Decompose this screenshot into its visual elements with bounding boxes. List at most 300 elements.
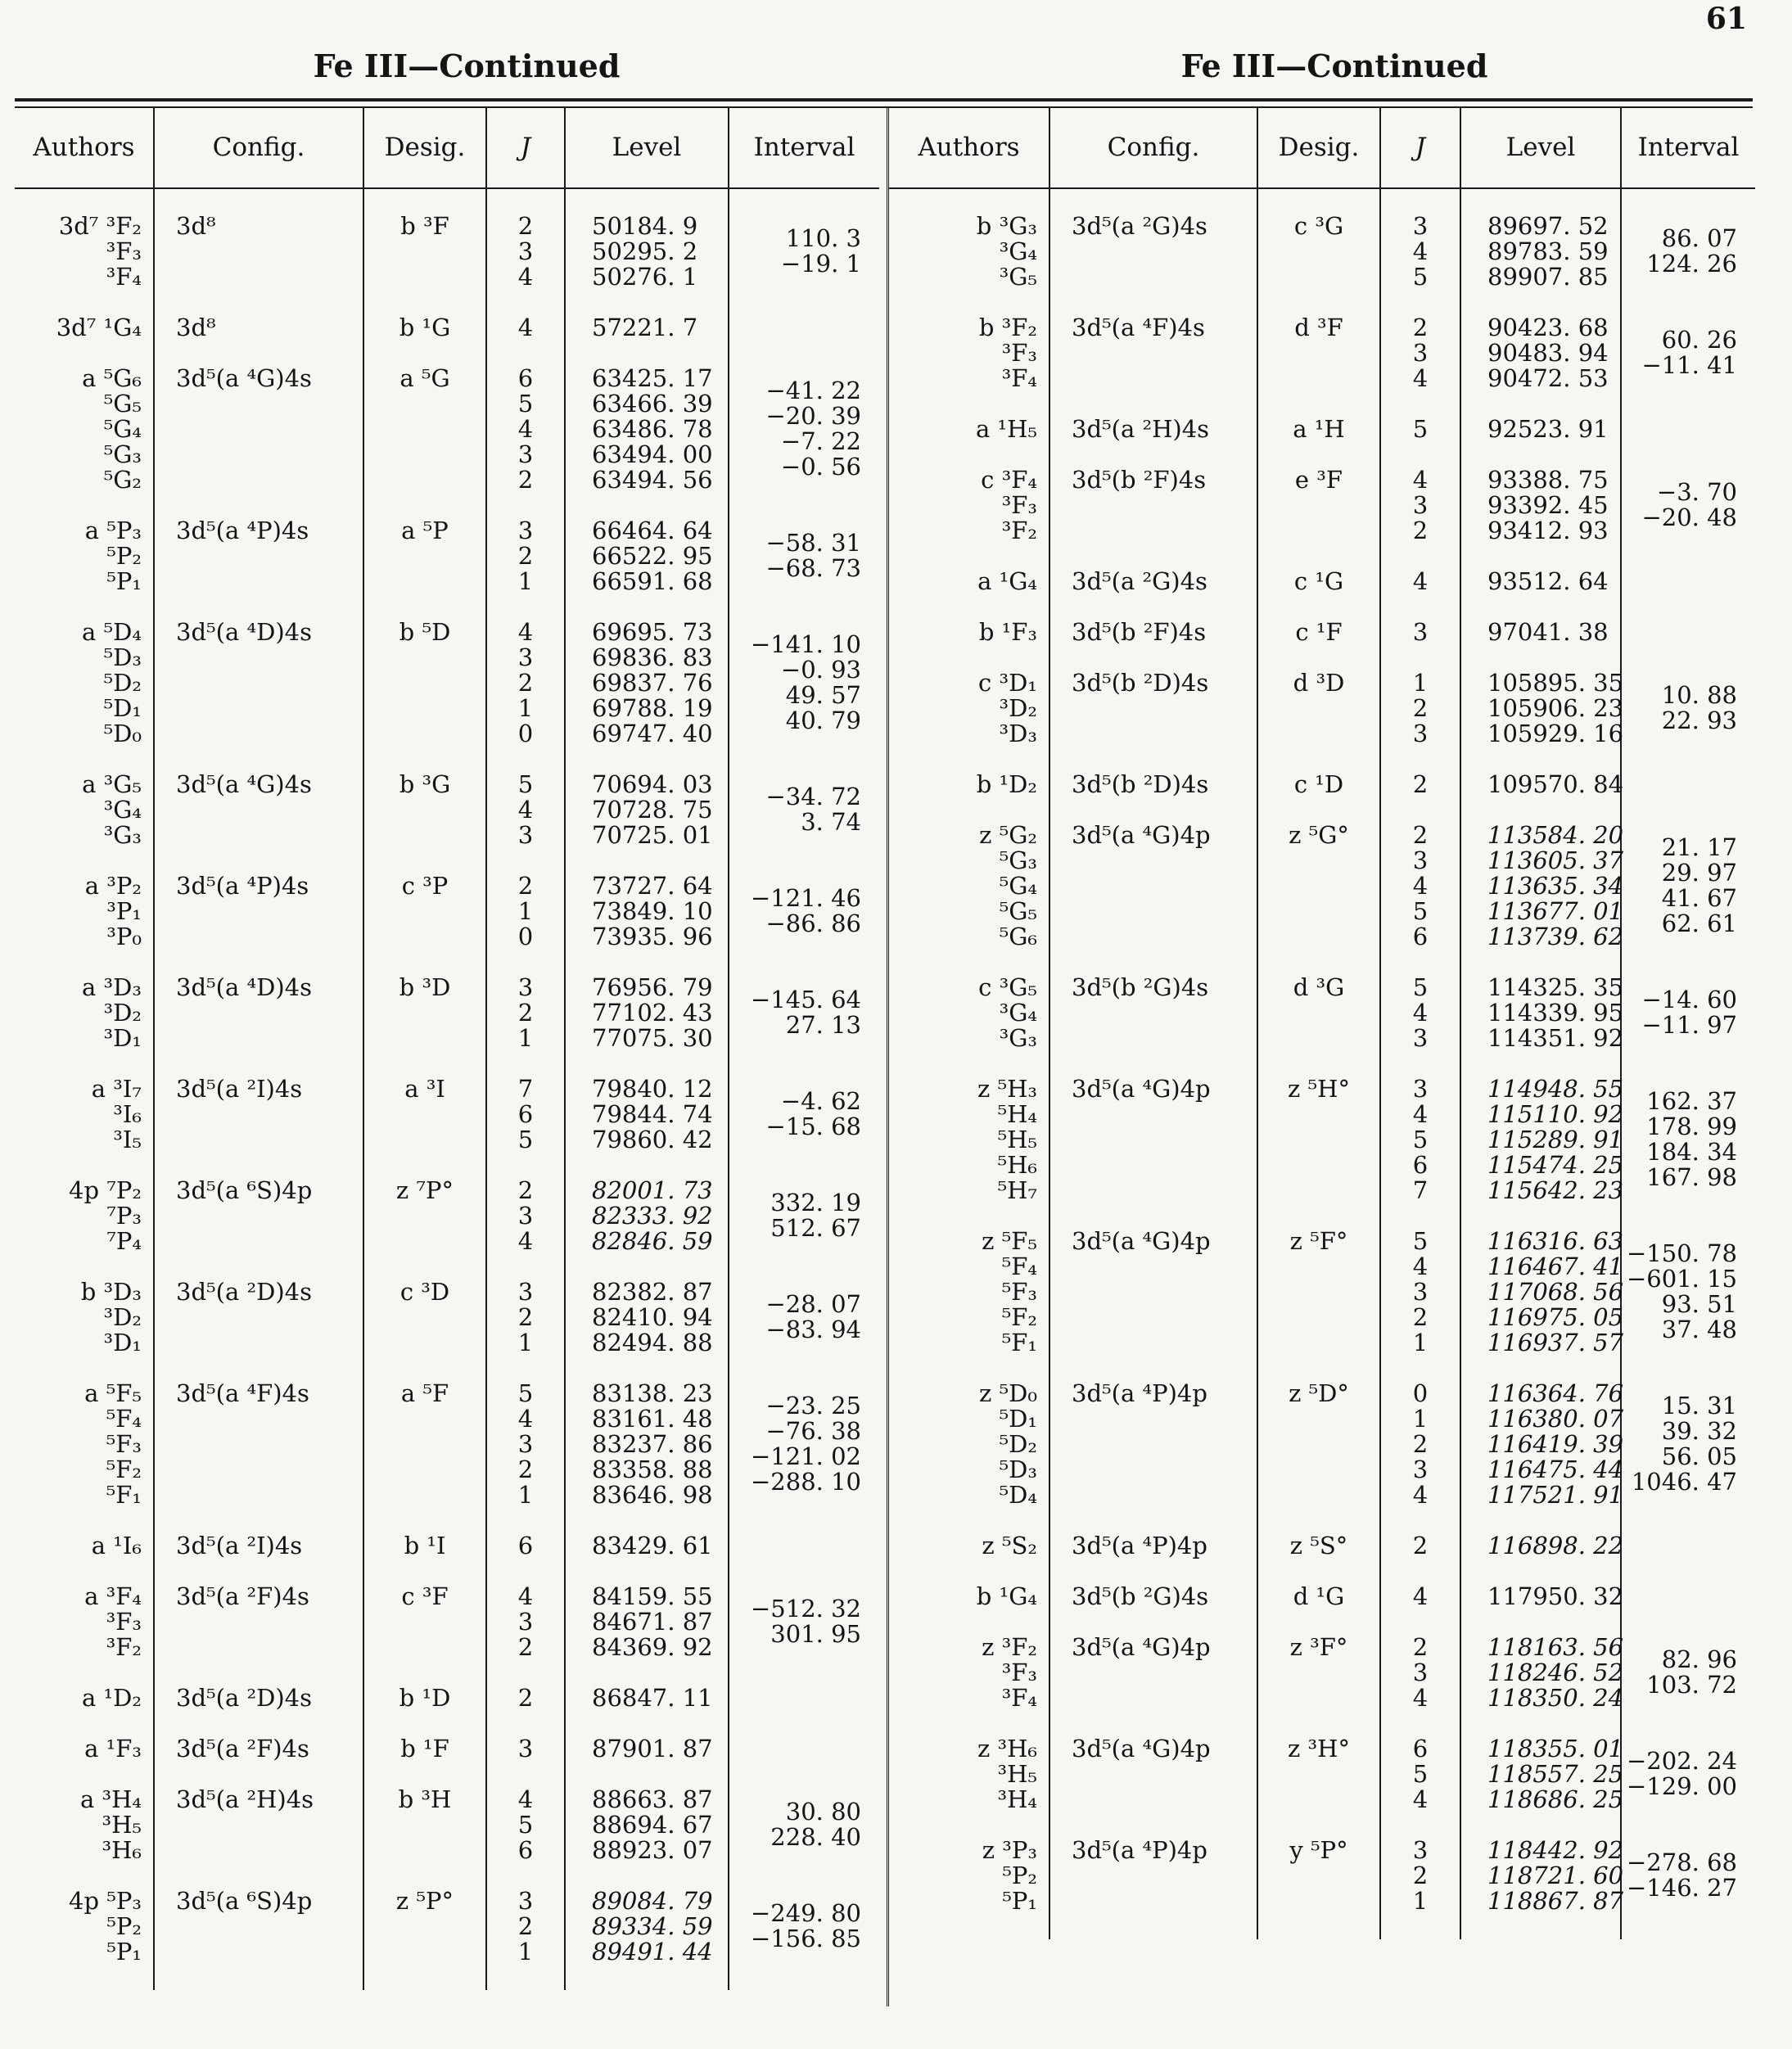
- authors-cell-value: z ³H₆: [977, 1735, 1037, 1762]
- level-cell-value: 105895. 35: [1487, 669, 1624, 697]
- authors-cell-value: ³F₄: [1001, 364, 1037, 392]
- table-row: [889, 1381, 1755, 1533]
- j-cell-value: 5: [517, 390, 534, 417]
- authors-cell: [889, 1076, 1049, 1229]
- interval-cell-value: −28. 07: [765, 1290, 861, 1318]
- authors-cell: [889, 620, 1049, 670]
- desig-value: d ³D: [1293, 669, 1345, 697]
- j-cell-value: 4: [517, 1405, 534, 1433]
- j-cell: [1380, 1736, 1460, 1838]
- desig-cell: [363, 1381, 486, 1533]
- j-cell-value: 2: [1412, 1303, 1429, 1331]
- level-cell: [1460, 1582, 1624, 1635]
- table-row: [15, 772, 879, 873]
- authors-cell: [15, 1787, 154, 1889]
- j-cell: [1380, 1635, 1460, 1736]
- level-cell: [1460, 1227, 1624, 1381]
- desig-value: e ³F: [1294, 466, 1343, 494]
- desig-cell: [1257, 315, 1380, 417]
- j-cell: [486, 975, 565, 1076]
- j-cell-value: 0: [517, 720, 534, 747]
- interval-cell-value: −20. 48: [1641, 503, 1737, 531]
- authors-cell-value: ³H₅: [997, 1760, 1037, 1788]
- desig-value: z ⁵G°: [1289, 821, 1349, 849]
- interval-cell-value: −4. 62: [780, 1087, 861, 1115]
- authors-cell-value: ⁵H₆: [997, 1151, 1037, 1179]
- j-cell-value: 3: [517, 440, 534, 468]
- desig-value: c ³F: [401, 1582, 449, 1610]
- j-cell-value: 5: [1412, 897, 1429, 925]
- config-cell: [154, 873, 363, 975]
- interval-cell-value: −34. 72: [765, 783, 861, 810]
- level-cell: [565, 1584, 729, 1686]
- interval-cell-value: 21. 17: [1661, 833, 1737, 861]
- level-cell-value: 118686. 25: [1487, 1785, 1624, 1813]
- left-levels-table: [15, 107, 879, 1990]
- header-interval: Interval: [1621, 107, 1755, 188]
- j-cell-value: 4: [1412, 1785, 1429, 1813]
- interval-cell-value: −121. 02: [751, 1442, 861, 1470]
- j-cell-value: 1: [517, 1329, 534, 1356]
- authors-cell-value: ⁵D₄: [999, 1481, 1037, 1509]
- desig-value: b ¹D: [399, 1684, 451, 1712]
- authors-cell-value: 3d⁷ ³F₂: [58, 212, 142, 240]
- authors-cell-value: ³H₆: [102, 1836, 142, 1864]
- desig-cell: [1257, 1635, 1380, 1736]
- j-cell: [1380, 975, 1460, 1076]
- authors-cell: [889, 569, 1049, 620]
- j-cell-value: 3: [517, 973, 534, 1001]
- level-cell-value: 77075. 30: [592, 1024, 713, 1052]
- desig-value: b ¹I: [404, 1532, 446, 1559]
- authors-cell-value: z ⁵F₅: [982, 1227, 1037, 1255]
- desig-value: d ³F: [1294, 314, 1343, 341]
- j-cell-value: 2: [517, 1303, 534, 1331]
- config-cell: [1049, 772, 1257, 823]
- j-cell: [486, 1279, 565, 1381]
- header-j-text: J: [520, 133, 531, 162]
- j-cell-value: 3: [517, 1430, 534, 1458]
- level-cell: [1460, 1836, 1624, 1939]
- top-rule-thick: [15, 98, 1753, 102]
- desig-value: a ³I: [404, 1075, 445, 1103]
- interval-cell: [729, 366, 879, 518]
- level-cell: [1460, 669, 1624, 772]
- level-cell-value: 82410. 94: [592, 1303, 713, 1331]
- level-cell-value: 113605. 37: [1487, 846, 1624, 874]
- desig-cell: [363, 1076, 486, 1178]
- authors-cell: [15, 975, 154, 1076]
- authors-cell-value: ³I₅: [113, 1126, 142, 1153]
- j-cell-value: 2: [517, 212, 534, 240]
- interval-cell-value: −249. 80: [751, 1899, 861, 1927]
- table-row: [889, 1229, 1755, 1381]
- desig-cell: [1257, 1229, 1380, 1381]
- interval-cell-value: −83. 94: [765, 1316, 861, 1343]
- authors-cell: [889, 188, 1049, 315]
- level-cell-value: 90483. 94: [1487, 339, 1609, 367]
- config-cell: [154, 366, 363, 518]
- table-row: [15, 315, 879, 366]
- config-value: 3d⁵(a ⁴G)4p: [1072, 1633, 1211, 1661]
- authors-cell-value: ⁵G₂: [103, 466, 142, 494]
- table-row: [889, 1076, 1755, 1229]
- level-cell: [565, 366, 729, 518]
- left-title: Fe III—Continued: [313, 47, 621, 84]
- authors-cell-value: ⁵P₂: [1002, 1862, 1037, 1889]
- interval-cell: [1621, 823, 1755, 975]
- authors-cell-value: ³F₂: [106, 1633, 142, 1661]
- level-cell-value: 79840. 12: [592, 1075, 713, 1103]
- interval-cell-value: −141. 10: [751, 630, 861, 658]
- level-cell: [1460, 569, 1621, 620]
- config-cell: [1049, 1584, 1257, 1635]
- interval-cell: [1621, 1838, 1755, 1939]
- j-cell-value: 2: [517, 1684, 534, 1712]
- authors-cell: [15, 1178, 154, 1279]
- j-cell-value: 1: [1412, 669, 1429, 697]
- config-cell: [154, 772, 363, 873]
- right-table-panel: [887, 107, 1755, 2006]
- header-interval: Interval: [729, 107, 879, 188]
- interval-cell: [729, 1533, 879, 1584]
- authors-cell-value: ³P₀: [106, 923, 142, 950]
- interval-cell: [1621, 1381, 1755, 1533]
- interval-cell: [1621, 1736, 1755, 1838]
- interval-cell-value: −58. 31: [765, 529, 861, 557]
- table-row: [15, 1889, 879, 1990]
- authors-cell-value: ³F₃: [1001, 491, 1037, 519]
- config-cell: [1049, 315, 1257, 417]
- j-cell-value: 4: [1412, 1481, 1429, 1509]
- desig-cell: [1257, 1381, 1380, 1533]
- level-cell: [565, 620, 729, 772]
- level-cell: [565, 188, 729, 315]
- level-cell-value: 105906. 23: [1487, 694, 1624, 722]
- j-cell-value: 4: [1412, 1684, 1429, 1712]
- interval-cell-value: −512. 32: [751, 1595, 861, 1623]
- config-cell: [1049, 975, 1257, 1076]
- authors-cell: [889, 1381, 1049, 1533]
- table-row: [15, 620, 879, 772]
- j-cell-value: 1: [1412, 1887, 1429, 1915]
- authors-cell: [15, 1584, 154, 1686]
- config-value: 3d⁵(a ²F)4s: [176, 1735, 309, 1762]
- desig-value: b ³F: [400, 212, 449, 240]
- level-cell-value: 87901. 87: [592, 1735, 713, 1762]
- level-cell-value: 115642. 23: [1487, 1176, 1624, 1204]
- interval-cell-value: −145. 64: [751, 986, 861, 1013]
- desig-value: z ⁵F°: [1289, 1227, 1348, 1255]
- j-cell: [486, 1686, 565, 1736]
- j-cell-value: 0: [517, 923, 534, 950]
- authors-cell-value: c ³D₁: [978, 669, 1037, 697]
- authors-cell: [15, 772, 154, 873]
- level-cell-value: 73935. 96: [592, 923, 713, 950]
- authors-cell-value: ⁵G₅: [103, 390, 142, 417]
- desig-value: y ⁵P°: [1289, 1836, 1348, 1864]
- level-cell-value: 118557. 25: [1487, 1760, 1624, 1788]
- j-cell: [486, 366, 565, 518]
- interval-cell: [729, 1736, 879, 1787]
- table-row: [889, 772, 1755, 823]
- j-cell-value: 5: [1412, 1227, 1429, 1255]
- authors-cell-value: b ¹F₃: [978, 618, 1037, 646]
- j-cell-value: 4: [517, 1785, 534, 1813]
- level-cell-value: 83138. 23: [592, 1379, 713, 1407]
- desig-cell: [1257, 670, 1380, 772]
- j-cell-value: 3: [1412, 1456, 1429, 1483]
- authors-cell: [889, 1584, 1049, 1635]
- level-cell-value: 97041. 38: [1487, 618, 1609, 646]
- level-cell-value: 116419. 39: [1487, 1430, 1624, 1458]
- interval-cell: [1621, 569, 1755, 620]
- header-desig: Desig.: [1257, 107, 1380, 188]
- j-cell-value: 4: [1412, 567, 1429, 595]
- j-cell-value: 3: [1412, 720, 1429, 747]
- authors-cell: [889, 1838, 1049, 1939]
- interval-cell-value: −3. 70: [1656, 478, 1737, 506]
- level-cell-value: 113584. 20: [1487, 821, 1624, 849]
- header-j: [486, 107, 565, 188]
- config-cell: [154, 518, 363, 620]
- level-cell-value: 83161. 48: [592, 1405, 713, 1433]
- authors-cell-value: z ⁵H₃: [977, 1075, 1037, 1103]
- desig-cell: [363, 1279, 486, 1381]
- interval-cell-value: 29. 97: [1661, 859, 1737, 887]
- j-cell-value: 2: [1412, 517, 1429, 544]
- level-cell: [1460, 417, 1621, 467]
- config-cell: [154, 1736, 363, 1787]
- j-cell-value: 1: [1412, 1329, 1429, 1356]
- level-cell: [1460, 1075, 1624, 1229]
- level-cell-value: 116364. 76: [1487, 1379, 1624, 1407]
- j-cell-value: 5: [517, 1811, 534, 1839]
- desig-cell: [363, 873, 486, 975]
- config-value: 3d⁵(a ²G)4s: [1072, 212, 1207, 240]
- j-cell-value: 3: [1412, 339, 1429, 367]
- config-cell: [1049, 467, 1257, 569]
- authors-cell-value: z ⁵S₂: [982, 1532, 1037, 1559]
- interval-cell: [729, 1279, 879, 1381]
- j-cell-value: 3: [1412, 1836, 1429, 1864]
- config-cell: [154, 315, 363, 366]
- interval-cell-value: 1046. 47: [1631, 1468, 1737, 1496]
- authors-cell-value: a ¹D₂: [81, 1684, 142, 1712]
- desig-cell: [1257, 823, 1380, 975]
- j-cell: [486, 1787, 565, 1889]
- j-cell: [486, 873, 565, 975]
- interval-cell-value: 512. 67: [770, 1214, 861, 1242]
- desig-cell: [1257, 975, 1380, 1076]
- authors-cell-value: ⁵F₃: [106, 1430, 142, 1458]
- authors-cell-value: ³D₂: [103, 999, 142, 1027]
- config-value: 3d⁵(a ⁴D)4s: [176, 618, 312, 646]
- interval-cell-value: −129. 00: [1627, 1772, 1737, 1800]
- config-cell: [154, 1279, 363, 1381]
- j-cell-value: 6: [517, 1532, 534, 1559]
- interval-cell: [1621, 315, 1755, 417]
- j-cell-value: 2: [1412, 770, 1429, 798]
- table-row: [15, 873, 879, 975]
- interval-cell-value: −11. 97: [1641, 1011, 1737, 1039]
- desig-cell: [363, 518, 486, 620]
- interval-cell: [1621, 620, 1755, 670]
- j-cell-value: 3: [517, 643, 534, 671]
- authors-cell-value: ⁵H₅: [997, 1126, 1037, 1153]
- table-row: [15, 518, 879, 620]
- interval-cell-value: 56. 05: [1661, 1442, 1737, 1470]
- config-value: 3d⁵(a ⁴F)4s: [1072, 314, 1205, 341]
- config-value: 3d⁵(a ⁴G)4s: [176, 364, 312, 392]
- authors-cell-value: ⁵F₁: [1001, 1329, 1037, 1356]
- config-value: 3d⁵(a ⁴D)4s: [176, 973, 312, 1001]
- level-cell-value: 66464. 64: [592, 517, 713, 544]
- authors-cell-value: ⁵H₇: [997, 1176, 1037, 1204]
- j-cell-value: 4: [517, 415, 534, 443]
- j-cell: [486, 620, 565, 772]
- authors-cell-value: ³D₁: [103, 1329, 142, 1356]
- j-cell-value: 2: [517, 872, 534, 900]
- j-cell-value: 3: [1412, 1024, 1429, 1052]
- desig-value: c ¹G: [1293, 567, 1344, 595]
- j-cell-value: 2: [1412, 821, 1429, 849]
- j-cell-value: 3: [517, 517, 534, 544]
- interval-cell-value: −202. 24: [1627, 1747, 1737, 1775]
- authors-cell-value: ³F₃: [106, 237, 142, 265]
- j-cell-value: 3: [517, 1278, 534, 1306]
- desig-value: c ¹D: [1293, 770, 1344, 798]
- config-cell: [154, 620, 363, 772]
- interval-cell-value: −121. 46: [751, 884, 861, 912]
- config-cell: [1049, 1635, 1257, 1736]
- level-cell: [565, 1178, 729, 1279]
- level-cell-value: 66591. 68: [592, 567, 713, 595]
- table-row: [15, 1279, 879, 1381]
- level-cell-value: 90472. 53: [1487, 364, 1609, 392]
- desig-value: a ⁵G: [399, 364, 450, 392]
- desig-cell: [1257, 417, 1380, 467]
- interval-cell-value: −0. 93: [780, 656, 861, 684]
- config-cell: [1049, 620, 1257, 670]
- level-cell-value: 116937. 57: [1487, 1329, 1624, 1356]
- level-cell-value: 118721. 60: [1487, 1862, 1624, 1889]
- level-cell-value: 63425. 17: [592, 364, 713, 392]
- authors-cell: [15, 1381, 154, 1533]
- level-cell: [1460, 1379, 1624, 1533]
- authors-cell-value: a ⁵F₅: [84, 1379, 142, 1407]
- interval-cell-value: −76. 38: [765, 1417, 861, 1445]
- interval-cell: [1621, 1584, 1755, 1635]
- authors-cell-value: ⁵P₂: [106, 1912, 142, 1940]
- authors-cell-value: ⁵D₃: [103, 643, 142, 671]
- header-config: Config.: [1049, 107, 1257, 188]
- authors-cell-value: z ⁵D₀: [979, 1379, 1037, 1407]
- j-cell-value: 2: [517, 466, 534, 494]
- j-cell-value: 1: [1412, 1405, 1429, 1433]
- level-cell-value: 90423. 68: [1487, 314, 1609, 341]
- table-row: [889, 1838, 1755, 1939]
- config-value: 3d⁵(a ⁴G)4p: [1072, 1227, 1211, 1255]
- authors-cell-value: ³G₃: [999, 1024, 1037, 1052]
- level-cell-value: 118355. 01: [1487, 1735, 1624, 1762]
- level-cell: [1460, 188, 1621, 315]
- desig-cell: [363, 1584, 486, 1686]
- level-cell-value: 118163. 56: [1487, 1633, 1624, 1661]
- desig-cell: [363, 975, 486, 1076]
- authors-cell: [15, 1889, 154, 1990]
- level-cell-value: 69788. 19: [592, 694, 713, 722]
- table-row: [889, 569, 1755, 620]
- interval-cell-value: −7. 22: [780, 427, 861, 455]
- config-value: 3d⁵(a ⁴G)4p: [1072, 1735, 1211, 1762]
- desig-value: c ³P: [401, 872, 449, 900]
- level-cell-value: 70694. 03: [592, 770, 713, 798]
- level-cell-value: 113739. 62: [1487, 923, 1624, 950]
- config-value: 3d⁵(a ²I)4s: [176, 1075, 303, 1103]
- authors-cell-value: ³D₂: [999, 694, 1037, 722]
- desig-cell: [363, 620, 486, 772]
- interval-cell-value: −14. 60: [1641, 986, 1737, 1013]
- desig-value: z ⁵S°: [1289, 1532, 1348, 1559]
- authors-cell-value: ⁵G₃: [103, 440, 142, 468]
- table-row: [15, 975, 879, 1076]
- j-cell-value: 6: [1412, 923, 1429, 950]
- j-cell: [486, 1533, 565, 1584]
- authors-cell-value: ³G₄: [103, 796, 142, 824]
- authors-cell-value: 3d⁷ ¹G₄: [56, 314, 142, 341]
- desig-value: z ⁷P°: [395, 1176, 454, 1204]
- level-cell: [1460, 1532, 1624, 1584]
- level-cell-value: 50184. 9: [592, 212, 698, 240]
- j-cell-value: 3: [517, 1735, 534, 1762]
- interval-cell-value: 301. 95: [770, 1620, 861, 1648]
- level-cell: [565, 1736, 729, 1787]
- config-value: 3d⁵(b ²D)4s: [1072, 669, 1209, 697]
- config-value: 3d⁵(a ⁴P)4p: [1072, 1836, 1207, 1864]
- table-row: [15, 1076, 879, 1178]
- interval-cell-value: 103. 72: [1646, 1671, 1737, 1699]
- j-cell-value: 7: [1412, 1176, 1429, 1204]
- authors-cell: [889, 1635, 1049, 1736]
- j-cell: [1380, 569, 1460, 620]
- j-cell-value: 2: [1412, 1633, 1429, 1661]
- table-row: [889, 1584, 1755, 1635]
- level-cell-value: 93512. 64: [1487, 567, 1609, 595]
- level-cell-value: 89491. 44: [592, 1938, 713, 1966]
- level-cell-value: 89783. 59: [1487, 237, 1609, 265]
- authors-cell: [889, 1736, 1049, 1838]
- level-cell-value: 92523. 91: [1487, 415, 1609, 443]
- level-cell: [1460, 770, 1624, 823]
- interval-cell-value: 10. 88: [1661, 681, 1737, 709]
- j-cell-value: 1: [517, 567, 534, 595]
- config-cell: [154, 1533, 363, 1584]
- table-row: [15, 1178, 879, 1279]
- config-cell: [154, 1787, 363, 1889]
- header-desig: Desig.: [363, 107, 486, 188]
- desig-cell: [1257, 1584, 1380, 1635]
- level-cell-value: 83429. 61: [592, 1532, 713, 1559]
- interval-cell-value: −15. 68: [765, 1113, 861, 1140]
- j-cell: [1380, 620, 1460, 670]
- desig-cell: [363, 315, 486, 366]
- level-cell-value: 89334. 59: [592, 1912, 713, 1940]
- authors-cell-value: ⁵P₂: [106, 542, 142, 570]
- desig-value: a ¹H: [1293, 415, 1345, 443]
- header-authors: Authors: [889, 107, 1049, 188]
- table-row: [15, 1736, 879, 1787]
